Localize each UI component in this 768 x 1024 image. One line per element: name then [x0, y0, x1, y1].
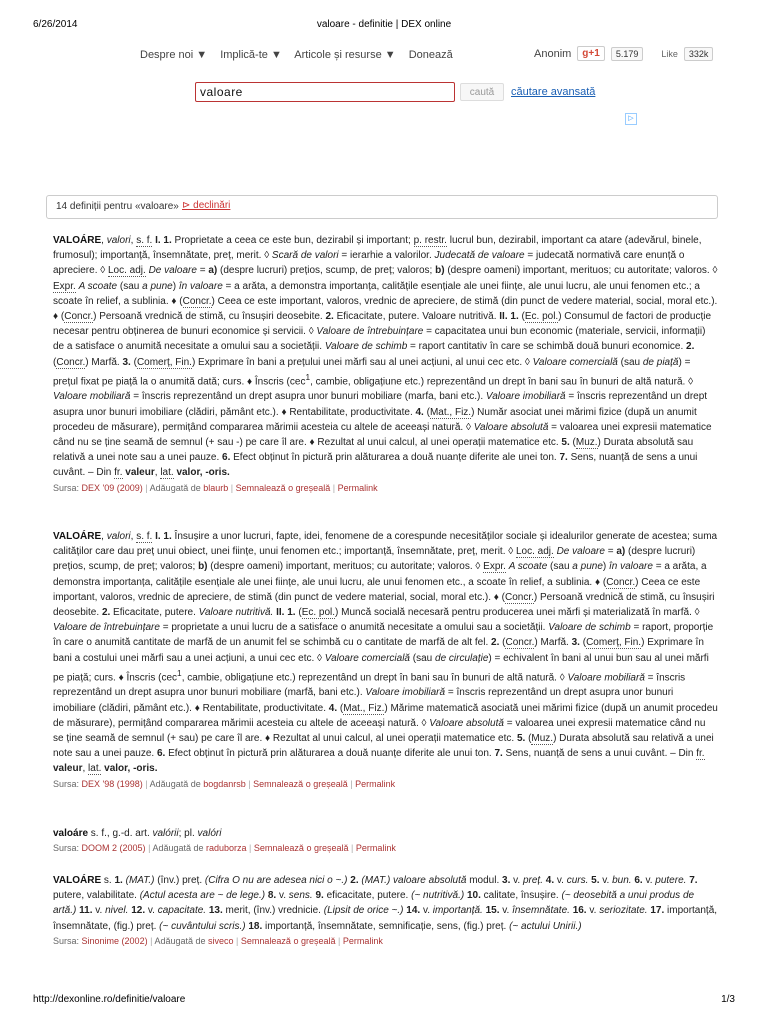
- added-by-label: Adăugată de: [152, 843, 204, 854]
- definition-source: Sursa: DEX '09 (2009) | Adăugată de blaurb | Semnalează o greșeală | Permalink: [53, 482, 378, 493]
- print-page-number: 1/3: [721, 994, 735, 1005]
- definition-text: VALOÁRE, valori, s. f. I. 1. Însușire a unor lucruri, fapte, idei, fenomene de a corespunde necesităților sociale și idealurilor generate de acestea; suma calităților care dau preț unui obiect, unei ființe, unui fenomen etc.; importanță, însemnătate, preț, merit. ◊ Loc. adj. De valoare = a) (despre lucruri) prețios, scump, de preț; valoros; b) (despre oameni) important, merituos; cu autoritate; valoros. ◊ Expr. A scoate (sau a pune) în valoare = a arăta, a demonstra importanța, calitățile esențiale ale unei ființe, ale unui lucru, ale unui fenomen etc., a scoate în relief, a sublinia. ♦ (Concr.) Ceea ce este important, valoros, vrednic de apreciere, de stimă (din punct de vedere material, social, moral etc.). ♦ (Concr.) Persoană vrednică de stimă, cu însușiri deosebite. 2. Eficacitate, putere. Valoare nutritivă. II. 1. (Ec. pol.) Muncă socială necesară pentru producerea unei mărfi și materializată în marfă. ◊ Valoare de întrebuințare = proprietate a unui lucru de a satisface o anumită necesitate a omului sau a societății. Valoare de schimb = raport, proporție în care o anumită cantitate de marfă de un anumit fel se schimbă cu o cantitate de marfă de alt fel. 2. (Concr.) Marfă. 3. (Comerț, Fin.) Exprimare în bani a costului unei mărfi sau a unei acțiuni, a unui cec etc. ◊ Valoare comercială (sau de circulație) = echivalent în bani al unui bun sau al unei mărfi pe piață; curs. ♦ Înscris (cec$^1$, cambie, obligațiune etc.) reprezentând un drept în bani sau în bunuri de altă natură. ◊ Valoare mobiliară = înscris reprezentând un drept asupra unor bunuri mobiliare (marfă, bani etc.). Valoare imobiliară = înscris reprezentând un drept asupra unor bunuri imobiliare (clădiri, pământ etc.). ♦ Rentabilitate, productivitate. 4. (Mat., Fiz.) Mărime matematică asociată unei mărimi fizice (după un anumit procedeu de măsurare), permițând compararea mărimii acesteia cu altele de aceeași natură. ◊ Valoare absolută = valoarea unei expresii matematice când nu se ține seamă de semnul (+ sau) pe care îl are. ♦ Rezultat al unui calcul, al unei operații matematice etc. 5. (Muz.) Durata absolută sau relativă a unei note sau a unei pauze. 6. Efect obținut în pictură prin alăturarea a două nuanțe diferite ale unui ton. 7. Sens, nuanță de sens a unui cuvânt. – Din fr. valeur, lat. valor, -oris.: [53, 531, 718, 775]
- definition-entry: [53, 873, 718, 947]
- definition-text: VALOÁRE s. 1. (MAT.) (înv.) preț. (Cifra O nu are adesea nici o ~.) 2. (MAT.) valoare absolută modul. 3. v. preț. 4. v. curs. 5. v. bun. 6. v. putere. 7. putere, valabilitate. (Actul acesta are ~ de lege.) 8. v. sens. 9. eficacitate, putere. (~ nutritivă.) 10. calitate, însușire. (~ deosebită a unui produs de artă.) 11. v. nivel. 12. v. capacitate. 13. merit, (înv.) vrednicie. (Lipsit de orice ~.) 14. v. importanță. 15. v. însemnătate. 16. v. seriozitate. 17. importanță, însemnătate, (fig.) preț. (~ cuvântului scris.) 18. importanță, însemnătate, semnificație, sens, (fig.) preț. (~ actului Unirii.): [53, 875, 718, 932]
- source-link[interactable]: DEX '98 (1998): [81, 778, 143, 789]
- nav-articles[interactable]: Articole și resurse ▼: [294, 49, 396, 61]
- definition-text: VALOÁRE, valori, s. f. I. 1. Proprietate a ceea ce este bun, dezirabil și important; p. restr. lucrul bun, dezirabil, important ca atare (adevărul, binele, frumosul); importanță, însemnătate, preț, merit. ◊ Scară de valori = ierarhie a valorilor. Judecată de valoare = judecată normativă care enunță o apreciere. ◊ Loc. adj. De valoare = a) (despre lucruri) prețios, scump, de preț; valoros; b) (despre oameni) important, merituos; cu autoritate; valoros. ◊ Expr. A scoate (sau a pune) în valoare = a arăta, a demonstra importanța, calitățile esențiale ale unei ființe, ale unui lucru, ale unui fenomen etc.; a scoate în relief, a sublinia. ♦ (Concr.) Ceea ce este important, valoros, vrednic de apreciere, de stimă (din punct de vedere material, social, moral etc.). ♦ (Concr.) Persoană vrednică de stimă, cu însușiri deosebite. 2. Eficacitate, putere. Valoare nutritivă. II. 1. (Ec. pol.) Consumul de factori de producție necesar pentru obținerea de bunuri economice și servicii. ◊ Valoare de întrebuințare = capacitatea unui bun economic (materiale, servicii, informații) de a satisface o anumită necesitate a omului sau a societății. Valoare de schimb = raport cantitativ în care se schimbă două bunuri economice. 2. (Concr.) Marfă. 3. (Comerț, Fin.) Exprimare în bani a prețului unei mărfi sau al unei acțiuni, al unui cec etc. ◊ Valoare comercială (sau de piață) = prețul fixat pe piață la o anumită dată; curs. ♦ Înscris (cec$^1$, cambie, obligațiune etc.) reprezentând un drept în bani sau în bunuri de altă natură. ◊ Valoare mobiliară = înscris reprezentând un drept asupra unor bunuri mobiliare (marfa, bani etc.). Valoare imobiliară = înscris reprezentând un drept asupra unor bunuri imobiliare (clădiri, pământ etc.). ♦ Rentabilitate, productivitate. 4. (Mat., Fiz.) Număr asociat unei mărimi fizice (după un anumit procedeu de măsurare), permițând compararea mărimii acesteia cu altele de aceeași natură. ◊ Valoare absolută = valoarea unei expresii matematice când nu se ține seamă de semnul (+ sau -) pe care îl are. ♦ Rezultat al unui calcul, al unei operații matematice etc. 5. (Muz.) Durata absolută sau relativă a unei note sau a unei pauze. 6. Efect obținut în pictură prin alăturarea a două nuanțe diferite ale unei ton. 7. Sens, nuanță de sens a unui cuvânt. – Din fr. valeur, lat. valor, -oris.: [53, 235, 718, 479]
- like-button[interactable]: Like: [661, 48, 678, 59]
- report-error-link[interactable]: Semnalează o greșeală: [253, 843, 349, 854]
- added-by-label: Adăugată de: [149, 778, 201, 789]
- added-by-label: Adăugată de: [149, 482, 201, 493]
- author-link[interactable]: raduborza: [206, 843, 247, 854]
- gplus-count: 5.179: [611, 47, 644, 61]
- definition-source: Sursa: Sinonime (2002) | Adăugată de siveco | Semnalează o greșeală | Permalink: [53, 935, 383, 946]
- permalink-link[interactable]: Permalink: [337, 482, 378, 493]
- top-nav: [140, 49, 463, 65]
- source-link[interactable]: DEX '09 (2009): [81, 482, 143, 493]
- definition-source: Sursa: DOOM 2 (2005) | Adăugată de raduborza | Semnalează o greșeală | Permalink: [53, 843, 396, 854]
- report-error-link[interactable]: Semnalează o greșeală: [240, 935, 336, 946]
- author-link[interactable]: siveco: [208, 935, 234, 946]
- print-url: http://dexonline.ro/definitie/valoare: [33, 994, 186, 1005]
- source-link[interactable]: DOOM 2 (2005): [81, 843, 146, 854]
- source-label: Sursa:: [53, 935, 80, 946]
- nav-contribute[interactable]: Implică-te ▼: [220, 49, 282, 61]
- nav-donate[interactable]: Donează: [408, 49, 453, 61]
- nav-about[interactable]: Despre noi ▼: [140, 49, 208, 61]
- advanced-search-link[interactable]: căutare avansată: [511, 86, 596, 98]
- print-header: [33, 19, 735, 33]
- print-title: valoare - definitie | DEX online: [316, 19, 452, 30]
- definition-count: 14 definiții pentru «valoare»: [56, 201, 179, 212]
- definition-entry: [53, 826, 718, 854]
- search-input[interactable]: [195, 82, 455, 102]
- user-area: [534, 46, 713, 61]
- report-error-link[interactable]: Semnalează o greșeală: [235, 482, 331, 493]
- author-link[interactable]: blaurb: [203, 482, 229, 493]
- ad-choices-icon[interactable]: ▷: [625, 113, 637, 125]
- print-date: 6/26/2014: [33, 19, 78, 30]
- permalink-link[interactable]: Permalink: [355, 778, 396, 789]
- source-link[interactable]: Sinonime (2002): [81, 935, 148, 946]
- definitions-header: [46, 195, 718, 219]
- source-label: Sursa:: [53, 778, 80, 789]
- print-footer: [33, 994, 735, 1008]
- like-count: 332k: [684, 47, 714, 61]
- report-error-link[interactable]: Semnalează o greșeală: [253, 778, 348, 789]
- permalink-link[interactable]: Permalink: [342, 935, 383, 946]
- gplus-button[interactable]: g+1: [577, 46, 605, 61]
- user-name[interactable]: Anonim: [534, 47, 572, 60]
- declensions-link[interactable]: ⊳ declinări: [182, 200, 231, 211]
- permalink-link[interactable]: Permalink: [355, 843, 396, 854]
- author-link[interactable]: bogdanrsb: [203, 778, 246, 789]
- added-by-label: Adăugată de: [154, 935, 206, 946]
- search-bar: [195, 82, 595, 102]
- source-label: Sursa:: [53, 482, 80, 493]
- definition-entry: [53, 233, 718, 494]
- definition-source: Sursa: DEX '98 (1998) | Adăugată de bogdanrsb | Semnalează o greșeală | Permalink: [53, 778, 396, 789]
- search-button[interactable]: caută: [460, 83, 504, 101]
- definition-text: valoáre s. f., g.-d. art. valórii; pl. valóri: [53, 828, 222, 839]
- source-label: Sursa:: [53, 843, 80, 854]
- definition-entry: [53, 529, 718, 790]
